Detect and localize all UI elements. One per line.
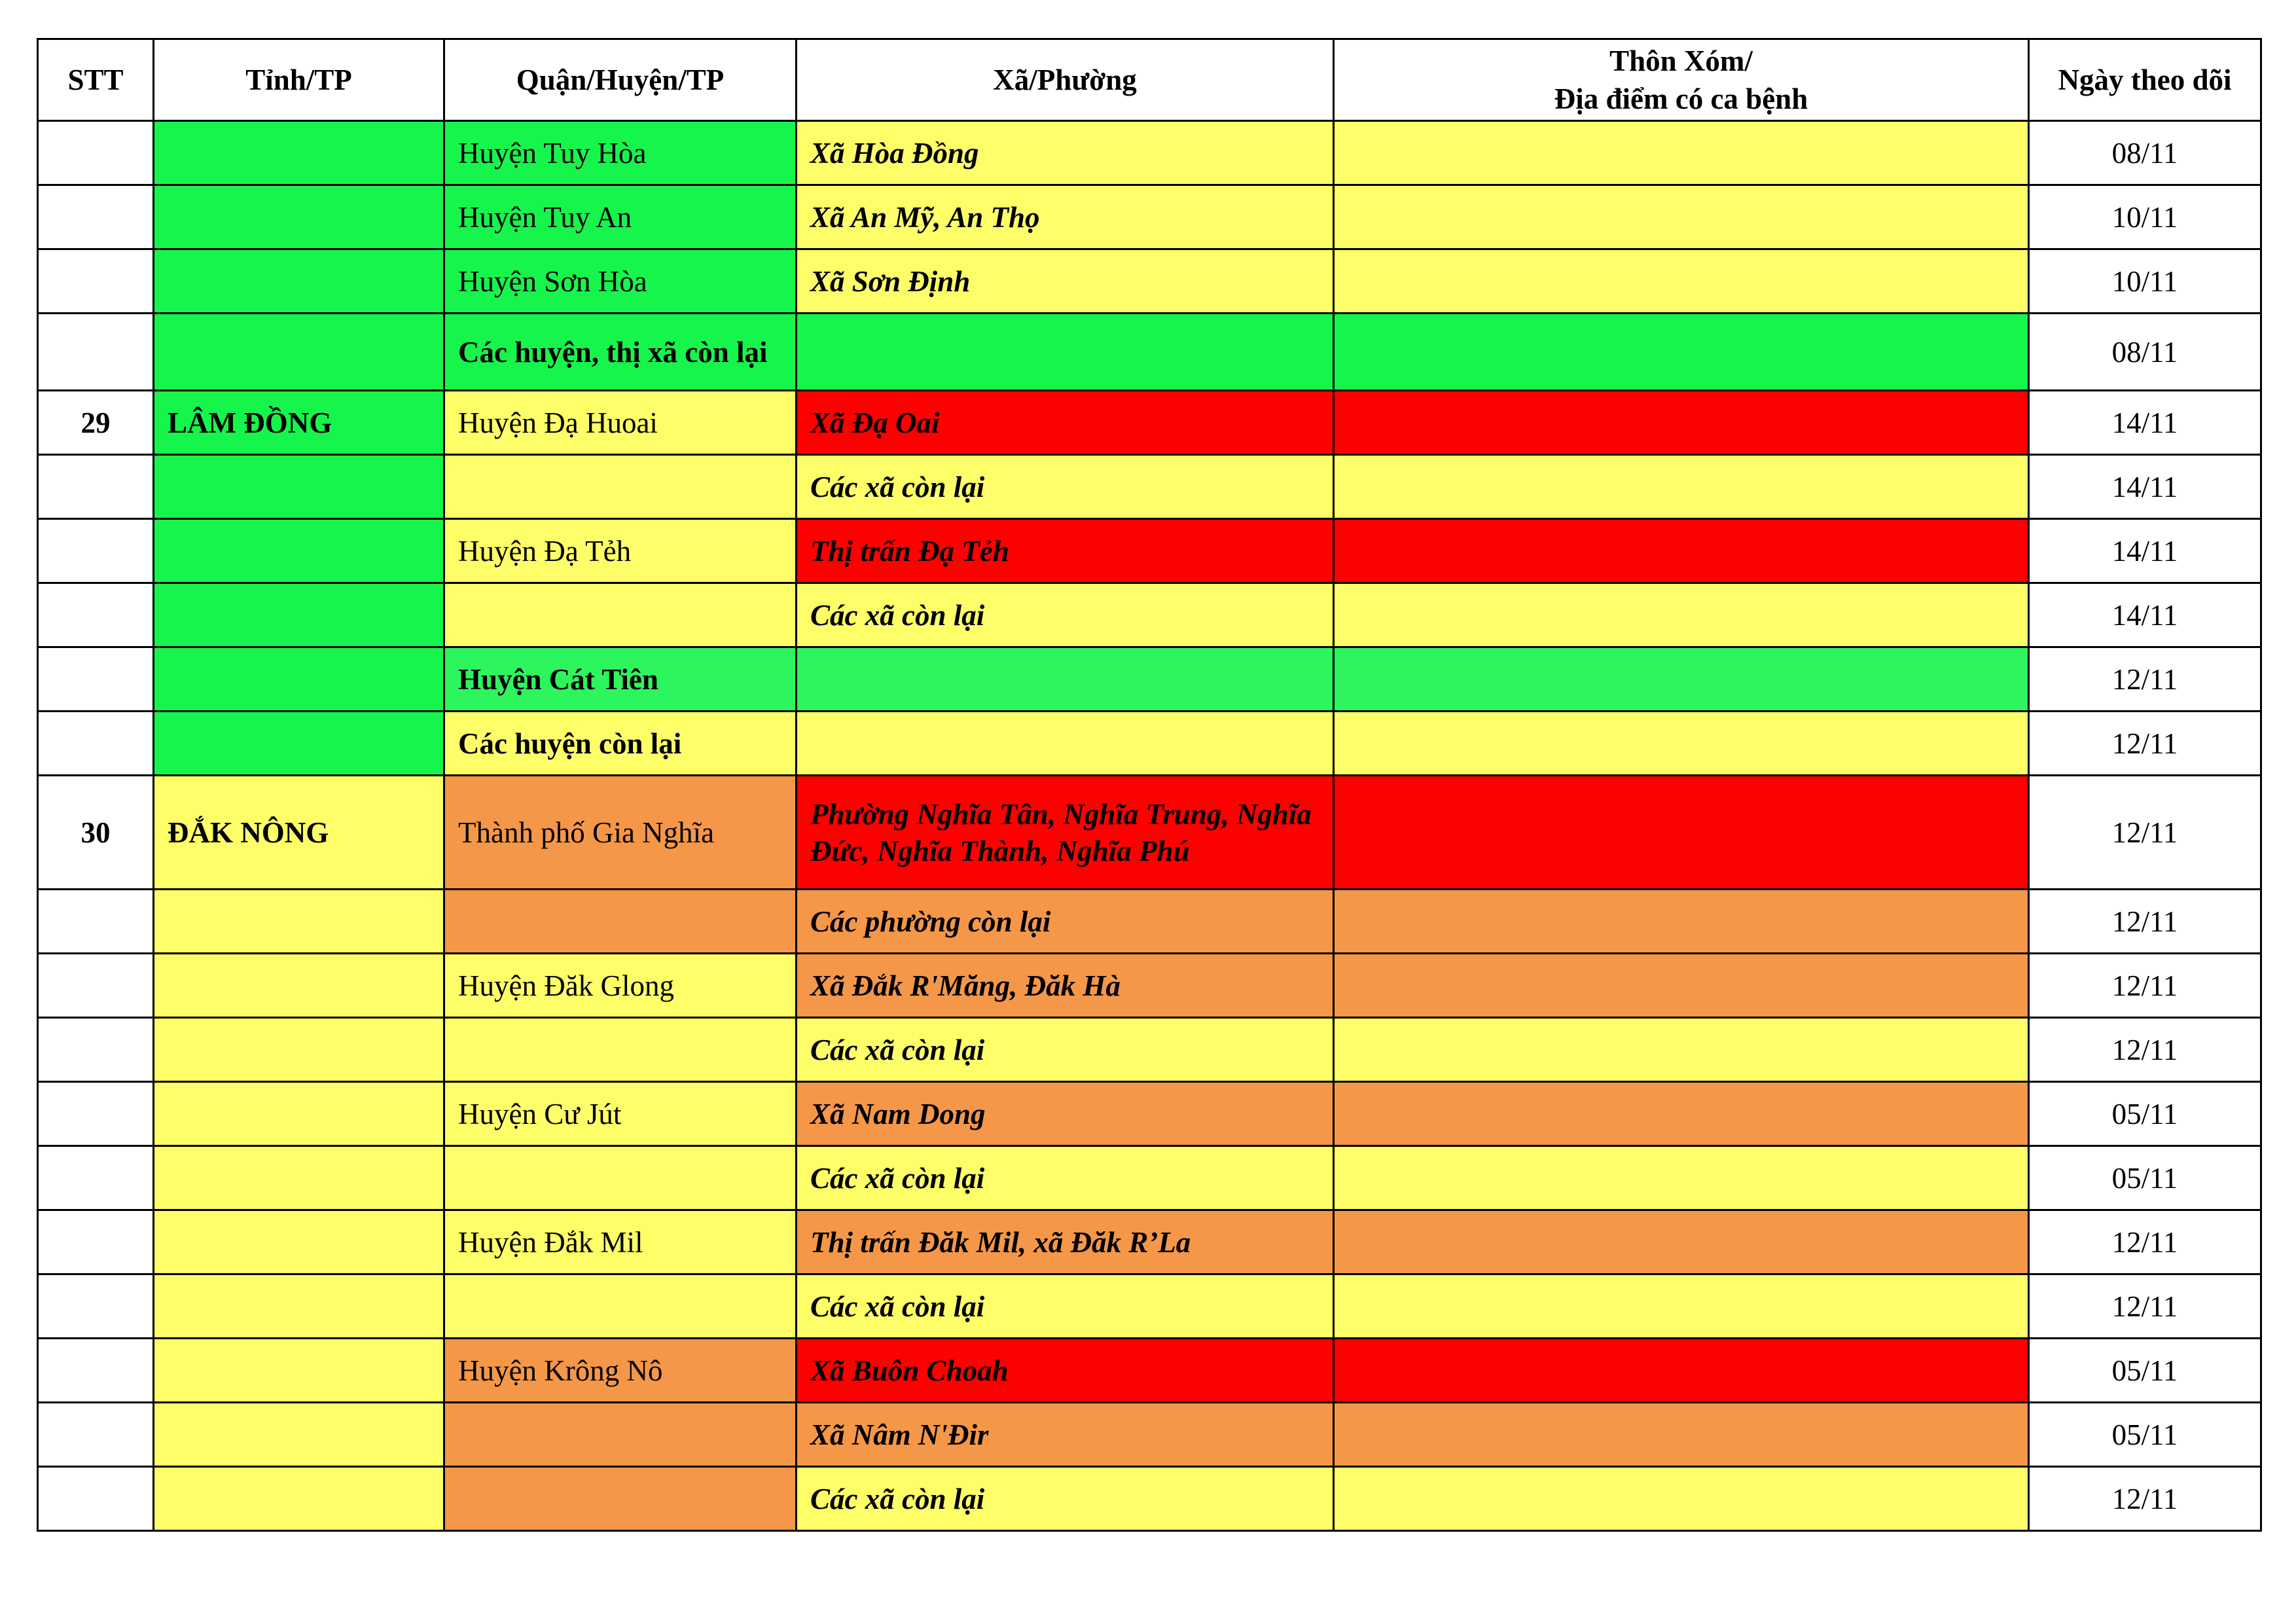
cell-ward: Các phường còn lại — [797, 890, 1334, 954]
cell-hamlet — [1334, 1467, 2029, 1531]
table-row — [38, 519, 2261, 583]
table-row — [38, 1146, 2261, 1210]
cell-ward: Các xã còn lại — [797, 455, 1334, 519]
cell-district: Huyện Tuy An — [444, 185, 797, 249]
table-row — [38, 185, 2261, 249]
cell-province — [154, 890, 444, 954]
cell-district: Huyện Tuy Hòa — [444, 121, 797, 185]
cell-date: 05/11 — [2029, 1146, 2261, 1210]
cell-province: ĐẮK NÔNG — [154, 776, 444, 890]
cell-hamlet — [1334, 249, 2029, 314]
cell-district: Huyện Cư Jút — [444, 1082, 797, 1146]
cell-province — [154, 1467, 444, 1531]
cell-district — [444, 1403, 797, 1467]
cell-hamlet — [1334, 519, 2029, 583]
cell-district — [444, 1018, 797, 1082]
table-row — [38, 712, 2261, 776]
cell-date: 08/11 — [2029, 314, 2261, 391]
header-ward: Xã/Phường — [797, 39, 1334, 121]
table-row — [38, 455, 2261, 519]
cell-stt — [38, 1082, 154, 1146]
cell-hamlet — [1334, 1210, 2029, 1274]
header-hamlet — [1334, 39, 2029, 121]
cell-ward: Xã Buôn Choah — [797, 1339, 1334, 1403]
cell-province — [154, 121, 444, 185]
cell-date: 12/11 — [2029, 1018, 2261, 1082]
cell-ward: Các xã còn lại — [797, 1018, 1334, 1082]
cell-hamlet — [1334, 121, 2029, 185]
cell-hamlet — [1334, 1018, 2029, 1082]
cell-province — [154, 1146, 444, 1210]
cell-ward: Xã Nâm N'Đir — [797, 1403, 1334, 1467]
cell-hamlet — [1334, 1146, 2029, 1210]
table-row — [38, 583, 2261, 647]
cell-province — [154, 185, 444, 249]
cell-ward: Xã An Mỹ, An Thọ — [797, 185, 1334, 249]
cell-stt — [38, 583, 154, 647]
cell-date: 12/11 — [2029, 1467, 2261, 1531]
cell-district: Các huyện, thị xã còn lại — [444, 314, 797, 391]
cell-stt — [38, 1339, 154, 1403]
cell-district: Huyện Đạ Huoai — [444, 391, 797, 455]
header-stt: STT — [38, 39, 154, 121]
cell-date: 10/11 — [2029, 249, 2261, 314]
cell-ward: Phường Nghĩa Tân, Nghĩa Trung, Nghĩa Đức, Nghĩa Thành, Nghĩa Phú — [797, 776, 1334, 890]
table-row — [38, 1339, 2261, 1403]
table-row — [38, 776, 2261, 890]
cell-hamlet — [1334, 954, 2029, 1018]
cell-province — [154, 249, 444, 314]
table-row — [38, 1467, 2261, 1531]
cell-district — [444, 1467, 797, 1531]
cell-ward: Xã Nam Dong — [797, 1082, 1334, 1146]
cell-province — [154, 455, 444, 519]
cell-date: 12/11 — [2029, 1274, 2261, 1339]
cell-province — [154, 954, 444, 1018]
cell-province — [154, 647, 444, 712]
cell-province — [154, 1210, 444, 1274]
cell-ward — [797, 647, 1334, 712]
cell-district: Huyện Cát Tiên — [444, 647, 797, 712]
cell-district — [444, 455, 797, 519]
cell-stt — [38, 1018, 154, 1082]
cell-ward: Xã Hòa Đồng — [797, 121, 1334, 185]
cell-stt — [38, 1146, 154, 1210]
cell-stt — [38, 647, 154, 712]
cell-province — [154, 1018, 444, 1082]
header-hamlet-line2: Địa điểm có ca bệnh — [1554, 82, 1808, 115]
cell-district: Huyện Đắk Mil — [444, 1210, 797, 1274]
cell-hamlet — [1334, 1339, 2029, 1403]
cell-district — [444, 1274, 797, 1339]
cell-province — [154, 519, 444, 583]
cell-stt — [38, 519, 154, 583]
cell-hamlet — [1334, 314, 2029, 391]
cell-ward: Xã Đạ Oai — [797, 391, 1334, 455]
cell-district: Huyện Đạ Tẻh — [444, 519, 797, 583]
cell-date: 12/11 — [2029, 954, 2261, 1018]
cell-ward: Các xã còn lại — [797, 1467, 1334, 1531]
cell-district — [444, 890, 797, 954]
cell-province — [154, 1274, 444, 1339]
cell-date: 12/11 — [2029, 890, 2261, 954]
cell-hamlet — [1334, 776, 2029, 890]
cell-stt — [38, 249, 154, 314]
cell-hamlet — [1334, 1082, 2029, 1146]
cell-province: LÂM ĐỒNG — [154, 391, 444, 455]
cell-stt — [38, 121, 154, 185]
cell-hamlet — [1334, 391, 2029, 455]
cell-province — [154, 314, 444, 391]
cell-date: 12/11 — [2029, 647, 2261, 712]
cell-district: Thành phố Gia Nghĩa — [444, 776, 797, 890]
table-body — [38, 121, 2261, 1531]
cell-date: 05/11 — [2029, 1403, 2261, 1467]
cell-ward — [797, 314, 1334, 391]
table-row — [38, 249, 2261, 314]
cell-hamlet — [1334, 1274, 2029, 1339]
cell-date: 14/11 — [2029, 455, 2261, 519]
cell-province — [154, 1339, 444, 1403]
cell-ward — [797, 712, 1334, 776]
cell-date: 08/11 — [2029, 121, 2261, 185]
cell-ward: Thị trấn Đạ Tẻh — [797, 519, 1334, 583]
cell-stt: 29 — [38, 391, 154, 455]
cell-district: Các huyện còn lại — [444, 712, 797, 776]
cell-stt — [38, 1210, 154, 1274]
cell-date: 14/11 — [2029, 583, 2261, 647]
cell-stt — [38, 185, 154, 249]
cell-stt — [38, 954, 154, 1018]
table-row — [38, 1082, 2261, 1146]
cell-date: 05/11 — [2029, 1339, 2261, 1403]
cell-district — [444, 583, 797, 647]
table-row — [38, 1403, 2261, 1467]
cell-province — [154, 583, 444, 647]
cell-date: 14/11 — [2029, 519, 2261, 583]
cell-stt — [38, 712, 154, 776]
cell-hamlet — [1334, 890, 2029, 954]
cell-date: 12/11 — [2029, 712, 2261, 776]
table-row — [38, 1018, 2261, 1082]
header-row — [38, 39, 2261, 121]
cell-stt — [38, 1467, 154, 1531]
cell-ward: Xã Đắk R'Măng, Đăk Hà — [797, 954, 1334, 1018]
table-row — [38, 1274, 2261, 1339]
cell-province — [154, 1403, 444, 1467]
covid-risk-table — [37, 38, 2262, 1532]
cell-province — [154, 712, 444, 776]
cell-ward: Các xã còn lại — [797, 1274, 1334, 1339]
cell-hamlet — [1334, 647, 2029, 712]
cell-hamlet — [1334, 1403, 2029, 1467]
header-district: Quận/Huyện/TP — [444, 39, 797, 121]
table-row — [38, 314, 2261, 391]
cell-stt — [38, 1403, 154, 1467]
table-row — [38, 121, 2261, 185]
cell-stt — [38, 1274, 154, 1339]
cell-ward: Các xã còn lại — [797, 1146, 1334, 1210]
cell-district: Huyện Krông Nô — [444, 1339, 797, 1403]
table-header — [38, 39, 2261, 121]
cell-stt — [38, 890, 154, 954]
header-hamlet-line1: Thôn Xóm/ — [1609, 45, 1753, 77]
cell-date: 05/11 — [2029, 1082, 2261, 1146]
table-row — [38, 647, 2261, 712]
cell-date: 10/11 — [2029, 185, 2261, 249]
cell-district — [444, 1146, 797, 1210]
table-row — [38, 890, 2261, 954]
cell-ward: Xã Sơn Định — [797, 249, 1334, 314]
cell-district: Huyện Sơn Hòa — [444, 249, 797, 314]
cell-district: Huyện Đăk Glong — [444, 954, 797, 1018]
cell-hamlet — [1334, 455, 2029, 519]
cell-date: 14/11 — [2029, 391, 2261, 455]
cell-stt: 30 — [38, 776, 154, 890]
cell-hamlet — [1334, 583, 2029, 647]
cell-hamlet — [1334, 185, 2029, 249]
table-row — [38, 954, 2261, 1018]
table-row — [38, 391, 2261, 455]
cell-date: 12/11 — [2029, 1210, 2261, 1274]
cell-ward: Thị trấn Đăk Mil, xã Đăk R’La — [797, 1210, 1334, 1274]
cell-stt — [38, 455, 154, 519]
cell-hamlet — [1334, 712, 2029, 776]
cell-ward: Các xã còn lại — [797, 583, 1334, 647]
cell-date: 12/11 — [2029, 776, 2261, 890]
header-province: Tỉnh/TP — [154, 39, 444, 121]
table-row — [38, 1210, 2261, 1274]
header-date: Ngày theo dõi — [2029, 39, 2261, 121]
cell-province — [154, 1082, 444, 1146]
cell-stt — [38, 314, 154, 391]
